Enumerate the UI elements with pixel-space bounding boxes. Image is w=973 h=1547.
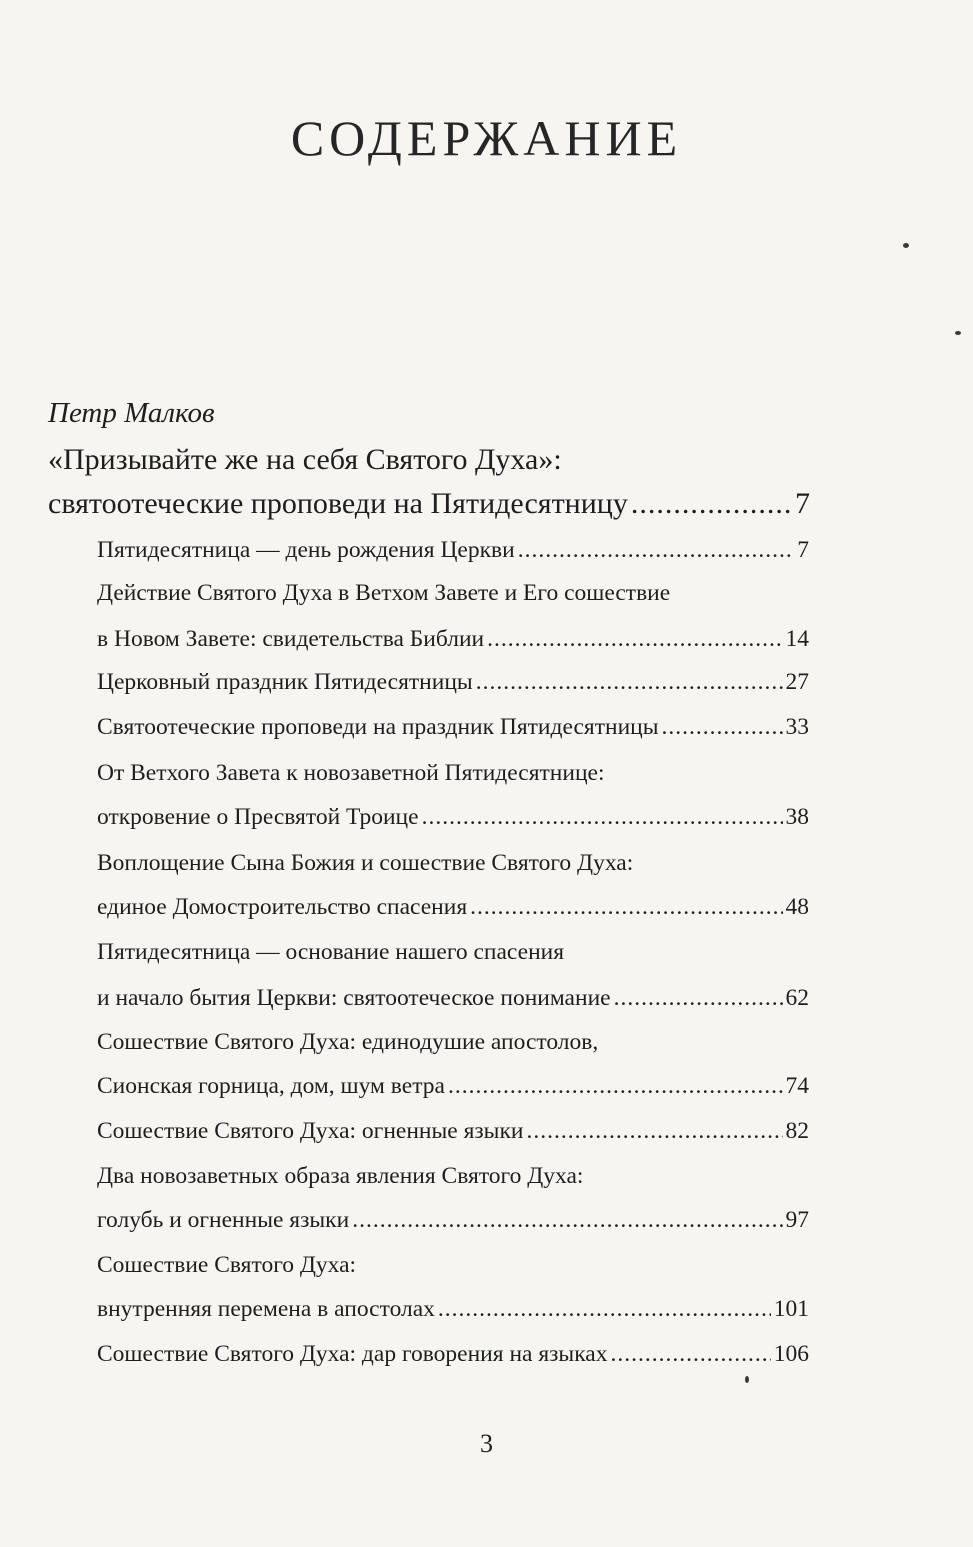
toc-entry (97, 622, 809, 656)
toc-entry-title-cont: голубь и огненные языки (97, 1207, 350, 1233)
toc-entry (97, 1337, 809, 1371)
toc-entry-title-cont: откровение о Пресвятой Троице (97, 804, 419, 830)
toc-entry-title: Пятидесятница — основание нашего спасения (97, 939, 565, 965)
toc-entry-title: Пятидесятница — день рождения Церкви (97, 537, 515, 563)
print-speck (955, 331, 961, 335)
dot-leader (476, 665, 783, 699)
toc-entry-title: Воплощение Сына Божия и сошествие Святого Духа: (97, 850, 634, 876)
toc-entry-title: Сошествие Святого Духа: огненные языки (97, 1118, 524, 1144)
main-entry-line-2 (48, 484, 810, 524)
toc-entry-title: Сошествие Святого Духа: (97, 1252, 357, 1278)
dot-leader (526, 1114, 782, 1148)
print-speck (745, 1376, 749, 1383)
dot-leader (487, 622, 782, 656)
dot-leader (352, 1203, 782, 1237)
toc-entry (97, 1069, 809, 1103)
print-speck (903, 243, 909, 248)
toc-entry-page: 62 (785, 985, 809, 1011)
dot-leader (470, 890, 782, 924)
toc-entry-title: Церковный праздник Пятидесятницы (97, 669, 473, 695)
dot-leader (610, 1337, 770, 1371)
toc-entry-line (97, 846, 809, 880)
toc-entry-title: Два новозаветных образа явления Святого Духа: (97, 1163, 584, 1189)
toc-entry-page: 82 (785, 1118, 809, 1144)
toc-entry-page: 7 (797, 537, 809, 563)
toc-entry-line (97, 1248, 809, 1282)
toc-entry (97, 800, 809, 834)
toc-entry-title: От Ветхого Завета к новозаветной Пятидесятнице: (97, 760, 605, 786)
main-entry-text-2: святоотеческие проповеди на Пятидесятницу (48, 487, 628, 520)
toc-entry (97, 1203, 809, 1237)
toc-entry-title-cont: единое Домостроительство спасения (97, 894, 468, 920)
toc-entry-page: 48 (785, 894, 809, 920)
dot-leader (438, 1292, 771, 1326)
toc-entry (97, 1114, 809, 1148)
toc-entry-title: Действие Святого Духа в Ветхом Завете и Его сошествие (97, 580, 671, 606)
dot-leader (448, 1069, 783, 1103)
toc-entry-line (97, 1025, 809, 1059)
toc-entry-title-cont: и начало бытия Церкви: святоотеческое понимание (97, 985, 611, 1011)
toc-entry-page: 97 (785, 1207, 809, 1233)
toc-entry-line (97, 935, 809, 969)
page-number: 3 (480, 1429, 493, 1458)
toc-entry-page: 74 (785, 1073, 809, 1099)
toc-entry-title: Святоотеческие проповеди на праздник Пятидесятницы (97, 714, 659, 740)
dot-leader (518, 533, 795, 567)
dot-leader (422, 800, 783, 834)
toc-entry-line (97, 1159, 809, 1193)
toc-entry-page: 14 (785, 626, 809, 652)
page-title: СОДЕРЖАНИЕ (290, 110, 683, 166)
toc-entry-line (97, 756, 809, 790)
toc-entry-title-cont: внутренняя перемена в апостолах (97, 1296, 435, 1322)
toc-entry (97, 890, 809, 924)
main-entry-line-1 (48, 440, 810, 480)
dot-leader (631, 484, 792, 524)
toc-entry (97, 710, 809, 744)
toc-entry-title-cont: Сионская горница, дом, шум ветра (97, 1073, 445, 1099)
author-name: Петр Малков (48, 397, 215, 429)
toc-entry (97, 533, 809, 567)
main-entry-text-1: «Призывайте же на себя Святого Духа»: (48, 443, 562, 476)
toc-entry (97, 1292, 809, 1326)
toc-entry-title: Сошествие Святого Духа: единодушие апостолов, (97, 1029, 599, 1055)
toc-entry-line (97, 576, 809, 610)
toc-entry-page: 101 (773, 1296, 809, 1322)
toc-entry (97, 665, 809, 699)
toc-entry-page: 106 (773, 1341, 809, 1367)
toc-entry-title-cont: в Новом Завете: свидетельства Библии (97, 626, 485, 652)
toc-entry-page: 33 (785, 714, 809, 740)
main-entry-page-number: 7 (795, 487, 810, 520)
toc-entry-page: 27 (785, 669, 809, 695)
dot-leader (614, 981, 783, 1015)
toc-entry-title: Сошествие Святого Духа: дар говорения на языках (97, 1341, 608, 1367)
toc-entry (97, 981, 809, 1015)
toc-entry-page: 38 (785, 804, 809, 830)
dot-leader (662, 710, 783, 744)
